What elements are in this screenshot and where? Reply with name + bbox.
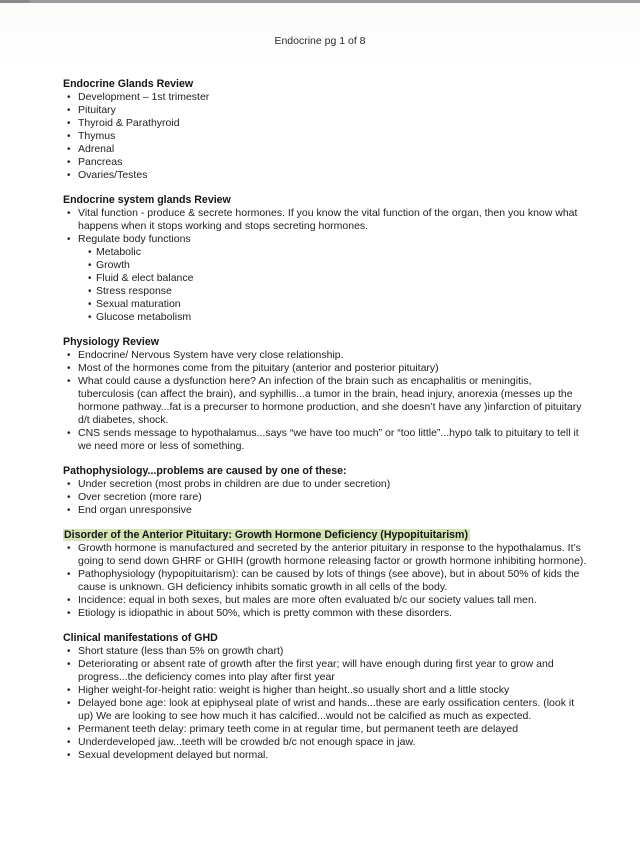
section: [63, 632, 587, 762]
bullet-icon: •: [67, 685, 71, 696]
bullet-text: Glucose metabolism: [96, 311, 192, 323]
bullet-text: CNS sends message to hypothalamus...says “we have too much” or “too little”...hypo talk to pituitary to tell it we need more or less of something.: [78, 427, 579, 452]
bullet-text: Underdeveloped jaw...teeth will be crowded b/c not enough space in jaw.: [78, 736, 416, 748]
section: [63, 194, 587, 324]
page-content: [63, 78, 587, 762]
bullet-text: Fluid & elect balance: [96, 272, 194, 284]
bullet-icon: •: [67, 363, 71, 374]
bullet-icon: •: [67, 157, 71, 168]
section-title: [63, 529, 587, 542]
bullet-text: Pituitary: [78, 104, 116, 116]
bullet-icon: •: [67, 234, 71, 245]
bullet-text: Under secretion (most probs in children are due to under secretion): [78, 478, 391, 490]
bullet-icon: •: [67, 543, 71, 554]
bullet-item: [63, 311, 587, 324]
window-top-edge: [0, 0, 640, 3]
bullet-icon: •: [67, 646, 71, 657]
bullet-text: What could cause a dysfunction here? An infection of the brain such as encaphalitis or meningitis, tuberculosis (can affect the brain), and syphillis...a tumor in the brain, head injury, anorexia (messes up the hormone pathway...fat is a precurser to hormone production, and she doesn’t have any )infarction of pituitary d/t diabetes, shock.: [78, 375, 582, 426]
bullet-text: Growth hormone is manufactured and secreted by the anterior pituitary in response to the hypothalamus. It’s going to send down GHRF or GHIH (growth hormone releasing factor or growth hormone inhibiting hormone).: [78, 542, 587, 567]
bullet-icon: •: [67, 505, 71, 516]
bullet-item: [63, 427, 587, 453]
page-header-title: Endocrine pg 1 of 8: [274, 35, 366, 47]
bullet-icon: •: [67, 737, 71, 748]
bullet-text: Sexual development delayed but normal.: [78, 749, 269, 761]
bullet-icon: •: [67, 569, 71, 580]
bullet-item: [63, 207, 587, 233]
bullet-item: [63, 285, 587, 298]
bullet-item: [63, 568, 587, 594]
bullet-list: [63, 207, 587, 324]
section-title: [63, 465, 587, 478]
bullet-item: [63, 375, 587, 427]
bullet-icon: •: [88, 286, 92, 297]
bullet-item: [63, 233, 587, 246]
section-title-text: Disorder of the Anterior Pituitary: Growth Hormone Deficiency (Hypopituitarism): [64, 529, 468, 541]
bullet-item: [63, 658, 587, 684]
section: [63, 78, 587, 182]
bullet-icon: •: [67, 144, 71, 155]
bullet-icon: •: [67, 208, 71, 219]
bullet-icon: •: [67, 724, 71, 735]
bullet-icon: •: [88, 260, 92, 271]
bullet-icon: •: [67, 131, 71, 142]
bullet-text: Development – 1st trimester: [78, 91, 210, 103]
section-title-text: Endocrine Glands Review: [63, 78, 194, 90]
bullet-text: Ovaries/Testes: [78, 169, 148, 181]
bullet-item: [63, 749, 587, 762]
bullet-item: [63, 349, 587, 362]
bullet-list: [63, 349, 587, 453]
bullet-text: Growth: [96, 259, 130, 271]
bullet-icon: •: [88, 247, 92, 258]
bullet-item: [63, 478, 587, 491]
bullet-item: [63, 91, 587, 104]
bullet-icon: •: [67, 492, 71, 503]
bullet-text: Thyroid & Parathyroid: [78, 117, 180, 129]
bullet-text: Pathophysiology (hypopituitarism): can be caused by lots of things (see above), but in about 50% of kids the cause is unknown. GH deficiency inhibits somatic growth in all cells of the body.: [78, 568, 580, 593]
bullet-text: Adrenal: [78, 143, 115, 155]
bullet-item: [63, 362, 587, 375]
bullet-icon: •: [88, 273, 92, 284]
bullet-icon: •: [67, 92, 71, 103]
bullet-text: Delayed bone age: look at epiphyseal plate of wrist and hands...these are early ossification centers. (look it up) We are looking to see how much it has calcified...would not be calcified as much as expected.: [78, 697, 575, 722]
bullet-icon: •: [67, 698, 71, 709]
bullet-item: [63, 259, 587, 272]
section-title-text: Endocrine system glands Review: [63, 194, 231, 206]
bullet-item: [63, 246, 587, 259]
bullet-item: [63, 504, 587, 517]
section-title: [63, 336, 587, 349]
bullet-item: [63, 697, 587, 723]
bullet-item: [63, 684, 587, 697]
section: [63, 465, 587, 517]
bullet-icon: •: [67, 608, 71, 619]
bullet-item: [63, 645, 587, 658]
bullet-item: [63, 117, 587, 130]
bullet-text: Higher weight-for-height ratio: weight is higher than height..so usually short and a little stocky: [78, 684, 510, 696]
bullet-text: Metabolic: [96, 246, 141, 258]
bullet-icon: •: [67, 428, 71, 439]
bullet-text: Pancreas: [78, 156, 123, 168]
bullet-icon: •: [88, 299, 92, 310]
bullet-icon: •: [67, 350, 71, 361]
bullet-text: Most of the hormones come from the pituitary (anterior and posterior pituitary): [78, 362, 439, 374]
bullet-icon: •: [67, 595, 71, 606]
bullet-item: [63, 491, 587, 504]
bullet-list: [63, 645, 587, 762]
section-title-text: Pathophysiology...problems are caused by one of these:: [63, 465, 347, 477]
bullet-text: Permanent teeth delay: primary teeth come in at regular time, but permanent teeth are delayed: [78, 723, 519, 735]
bullet-list: [63, 542, 587, 620]
bullet-icon: •: [67, 479, 71, 490]
bullet-text: Endocrine/ Nervous System have very close relationship.: [78, 349, 344, 361]
bullet-icon: •: [88, 312, 92, 323]
section-title: [63, 194, 587, 207]
bullet-item: [63, 594, 587, 607]
bullet-text: Incidence: equal in both sexes, but males are more often evaluated b/c our society values tall men.: [78, 594, 537, 606]
bullet-icon: •: [67, 170, 71, 181]
bullet-list: [63, 478, 587, 517]
bullet-item: [63, 272, 587, 285]
bullet-item: [63, 130, 587, 143]
bullet-item: [63, 723, 587, 736]
bullet-text: Deteriorating or absent rate of growth after the first year; will have enough during first year to grow and progress...the deficiency comes into play after first year: [78, 658, 554, 683]
bullet-item: [63, 736, 587, 749]
bullet-item: [63, 607, 587, 620]
section: [63, 529, 587, 620]
section-title: [63, 632, 587, 645]
section-title-text: Clinical manifestations of GHD: [63, 632, 218, 644]
section-title-text: Physiology Review: [63, 336, 159, 348]
bullet-text: Sexual maturation: [96, 298, 181, 310]
bullet-icon: •: [67, 659, 71, 670]
bullet-text: Vital function - produce & secrete hormones. If you know the vital function of the organ, then you know what happens when it stops working and stops secreting hormones.: [78, 207, 578, 232]
bullet-text: Etiology is idiopathic in about 50%, which is pretty common with these disorders.: [78, 607, 453, 619]
bullet-item: [63, 542, 587, 568]
bullet-text: Regulate body functions: [78, 233, 191, 245]
bullet-item: [63, 169, 587, 182]
bullet-text: Thymus: [78, 130, 116, 142]
bullet-icon: •: [67, 105, 71, 116]
bullet-list: [63, 91, 587, 182]
section: [63, 336, 587, 453]
bullet-text: Short stature (less than 5% on growth chart): [78, 645, 284, 657]
bullet-text: Over secretion (more rare): [78, 491, 202, 503]
bullet-item: [63, 156, 587, 169]
section-title: [63, 78, 587, 91]
bullet-icon: •: [67, 376, 71, 387]
bullet-text: End organ unresponsive: [78, 504, 192, 516]
bullet-item: [63, 298, 587, 311]
bullet-text: Stress response: [96, 285, 172, 297]
bullet-icon: •: [67, 118, 71, 129]
bullet-item: [63, 143, 587, 156]
bullet-icon: •: [67, 750, 71, 761]
bullet-item: [63, 104, 587, 117]
